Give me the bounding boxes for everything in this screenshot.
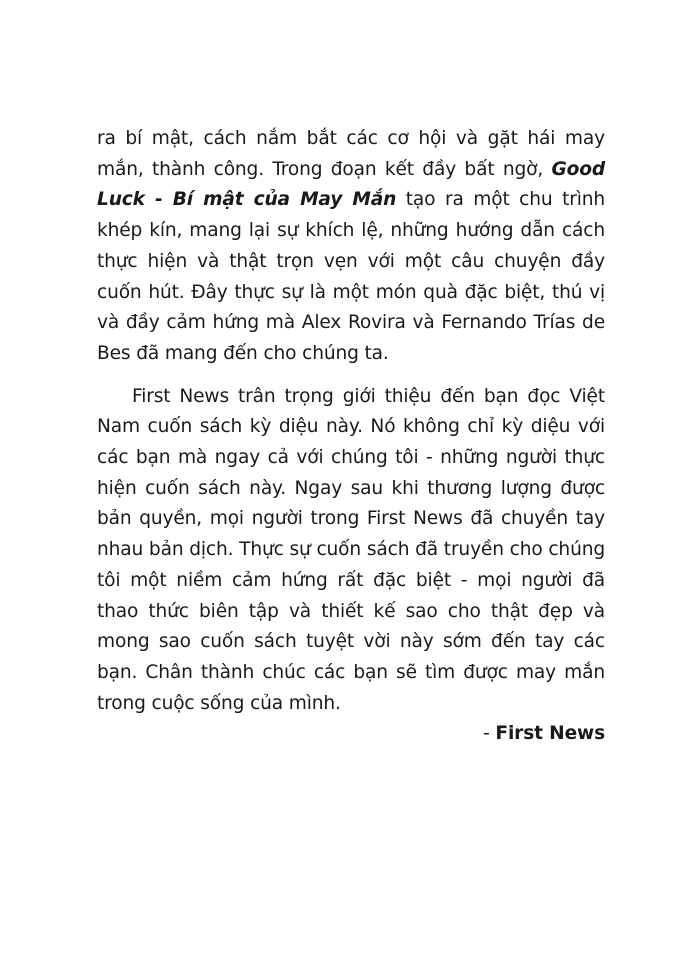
paragraph-1-text-end: tạo ra một chu trình khép kín, mang lại sự khích lệ, những hướng dẫn cách thực hiện và thật trọn vẹn với một câu chuyện đầy cuốn hút. Đây thực sự là một món quà đặc biệt, thú vị và đầy cảm hứng mà Alex Rovira và Fernando Trías de Bes đã mang đến cho chúng ta.: [97, 189, 606, 364]
signature: [97, 719, 605, 750]
paragraph-2: First News trân trọng giới thiệu đến bạn đọc Việt Nam cuốn sách kỳ diệu này. Nó không chỉ kỳ diệu với các bạn mà ngay cả với chúng tôi - những người thực hiện cuốn sách này. Ngay sau khi thương lượng được bản quyền, mọi người trong First News đã chuyền tay nhau bản dịch. Thực sự cuốn sách đã truyền cho chúng tôi một niềm cảm hứng rất đặc biệt - mọi người đã thao thức biên tập và thiết kế sao cho thật đẹp và mong sao cuốn sách tuyệt vời này sớm đến tay các bạn. Chân thành chúc các bạn sẽ tìm được may mắn trong cuộc sống của mình.: [97, 385, 605, 714]
signature-dash: -: [483, 723, 496, 745]
paragraph-1-text-start: ra bí mật, cách nắm bắt các cơ hội và gặt hái may mắn, thành công. Trong đoạn kết đầy bất ngờ,: [97, 128, 605, 180]
book-title: Good Luck - Bí mật của May Mắn: [97, 158, 605, 211]
paragraph-1: [97, 124, 605, 370]
page-body: [97, 124, 605, 750]
signature-name: First News: [495, 723, 605, 745]
